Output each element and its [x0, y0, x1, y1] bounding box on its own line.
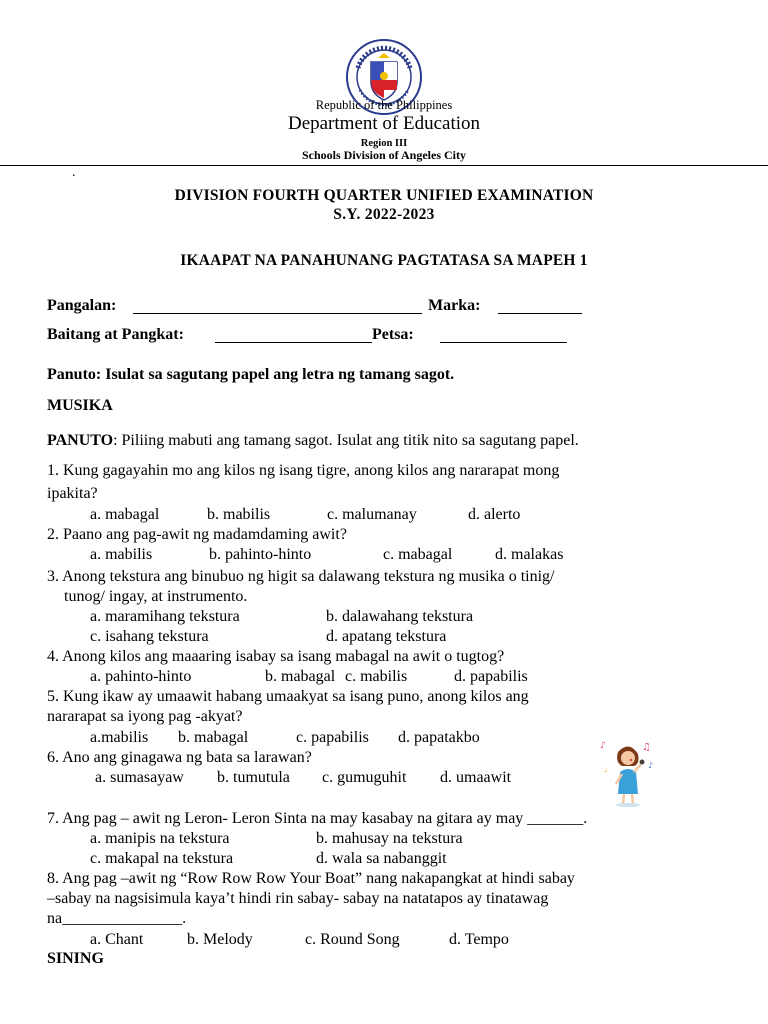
q5-option-c: c. papabilis — [296, 729, 369, 746]
question-1-line-1: 1. Kung gagayahin mo ang kilos ng isang tigre, anong kilos ang nararapat mong — [47, 462, 560, 479]
panuto-label: PANUTO — [47, 432, 114, 449]
girl-singing-illustration — [598, 738, 660, 808]
q4-option-d: d. papabilis — [454, 668, 528, 685]
question-5-line-2: nararapat sa iyong pag -akyat? — [47, 708, 243, 725]
q3-option-d: d. apatang tekstura — [326, 628, 447, 645]
q8-option-d: d. Tempo — [449, 931, 509, 948]
panuto-instruction — [47, 432, 579, 450]
stray-mark: . — [72, 165, 76, 180]
question-2-line-1: 2. Paano ang pag-awit ng madamdaming awit? — [47, 526, 347, 543]
q2-option-a: a. mabilis — [90, 546, 153, 563]
q2-option-d: d. malakas — [495, 546, 564, 563]
score-field-line[interactable] — [498, 313, 582, 314]
svg-text:♩: ♩ — [604, 766, 608, 774]
q3-option-a: a. maramihang tekstura — [90, 608, 240, 625]
q8-option-a: a. Chant — [90, 931, 144, 948]
q5-option-b: b. mabagal — [178, 729, 249, 746]
question-4-line-1: 4. Anong kilos ang maaaring isabay sa isang mabagal na awit o tugtog? — [47, 648, 505, 665]
score-label: Marka: — [428, 297, 481, 314]
q7-option-b: b. mahusay na tekstura — [316, 830, 463, 847]
region-line: Region III — [360, 138, 408, 149]
q4-option-c: c. mabilis — [345, 668, 408, 685]
question-3-line-1: 3. Anong tekstura ang binubuo ng higit sa dalawang tekstura ng musika o tinig/ — [47, 568, 555, 585]
section-sining: SINING — [47, 950, 104, 967]
q6-option-b: b. tumutula — [217, 769, 290, 786]
school-year: S.Y. 2022-2023 — [333, 206, 435, 223]
panuto-text: : Piliing mabuti ang tamang sagot. Isulat ang titik nito sa sagutang papel. — [113, 432, 579, 449]
q1-option-a: a. mabagal — [90, 506, 160, 523]
q6-option-d: d. umaawit — [440, 769, 512, 786]
date-label: Petsa: — [372, 326, 414, 343]
q5-option-a: a.mabilis — [90, 729, 149, 746]
svg-text:♪: ♪ — [600, 741, 606, 751]
svg-text:♫: ♫ — [642, 742, 651, 753]
exam-title: DIVISION FOURTH QUARTER UNIFIED EXAMINATION — [174, 187, 594, 204]
question-8-line-1: 8. Ang pag –awit ng “Row Row Row Your Boat” nang nakapangkat at hindi sabay — [47, 870, 575, 887]
general-instruction: Panuto: Isulat sa sagutang papel ang letra ng tamang sagot. — [47, 366, 455, 383]
q2-option-b: b. pahinto-hinto — [209, 546, 312, 563]
question-8-line-3: na_______________. — [47, 910, 187, 927]
grade-section-field-line[interactable] — [215, 342, 372, 343]
question-8-line-2: –sabay na nagsisimula kaya’t hindi rin sabay- sabay na natatapos ay tinatawag — [47, 890, 549, 907]
q7-option-a: a. manipis na tekstura — [90, 830, 230, 847]
question-7-line-1: 7. Ang pag – awit ng Leron- Leron Sinta na may kasabay na gitara ay may _______. — [47, 810, 588, 827]
q6-option-c: c. gumuguhit — [322, 769, 407, 786]
q5-option-d: d. papatakbo — [398, 729, 480, 746]
section-musika: MUSIKA — [47, 397, 113, 414]
grade-section-label: Baitang at Pangkat: — [47, 326, 184, 343]
name-label: Pangalan: — [47, 297, 117, 314]
q8-option-c: c. Round Song — [305, 931, 400, 948]
q8-option-b: b. Melody — [187, 931, 253, 948]
q7-option-c: c. makapal na tekstura — [90, 850, 234, 867]
subject-title: IKAAPAT NA PANAHUNANG PAGTATASA SA MAPEH 1 — [180, 252, 588, 269]
q7-option-d: d. wala sa nabanggit — [316, 850, 447, 867]
division-line: Schools Division of Angeles City — [301, 148, 466, 162]
q3-option-c: c. isahang tekstura — [90, 628, 209, 645]
q1-option-b: b. mabilis — [207, 506, 271, 523]
name-field-line[interactable] — [133, 313, 422, 314]
republic-line: Republic of the Philippines — [315, 98, 453, 112]
question-6-line-1: 6. Ano ang ginagawa ng bata sa larawan? — [47, 749, 312, 766]
q4-option-a: a. pahinto-hinto — [90, 668, 192, 685]
date-field-line[interactable] — [440, 342, 567, 343]
question-3-line-2: tunog/ ingay, at instrumento. — [64, 588, 248, 605]
question-5-line-1: 5. Kung ikaw ay umaawit habang umaakyat sa isang puno, anong kilos ang — [47, 688, 529, 705]
department-name: Department of Education — [287, 113, 481, 134]
question-1-line-2: ipakita? — [47, 485, 98, 502]
q6-option-a: a. sumasayaw — [95, 769, 184, 786]
q1-option-c: c. malumanay — [327, 506, 417, 523]
q4-option-b: b. mabagal — [265, 668, 336, 685]
header-divider — [0, 165, 768, 166]
svg-text:♪: ♪ — [648, 761, 654, 770]
q2-option-c: c. mabagal — [383, 546, 453, 563]
q3-option-b: b. dalawahang tekstura — [326, 608, 474, 625]
q1-option-d: d. alerto — [468, 506, 521, 523]
